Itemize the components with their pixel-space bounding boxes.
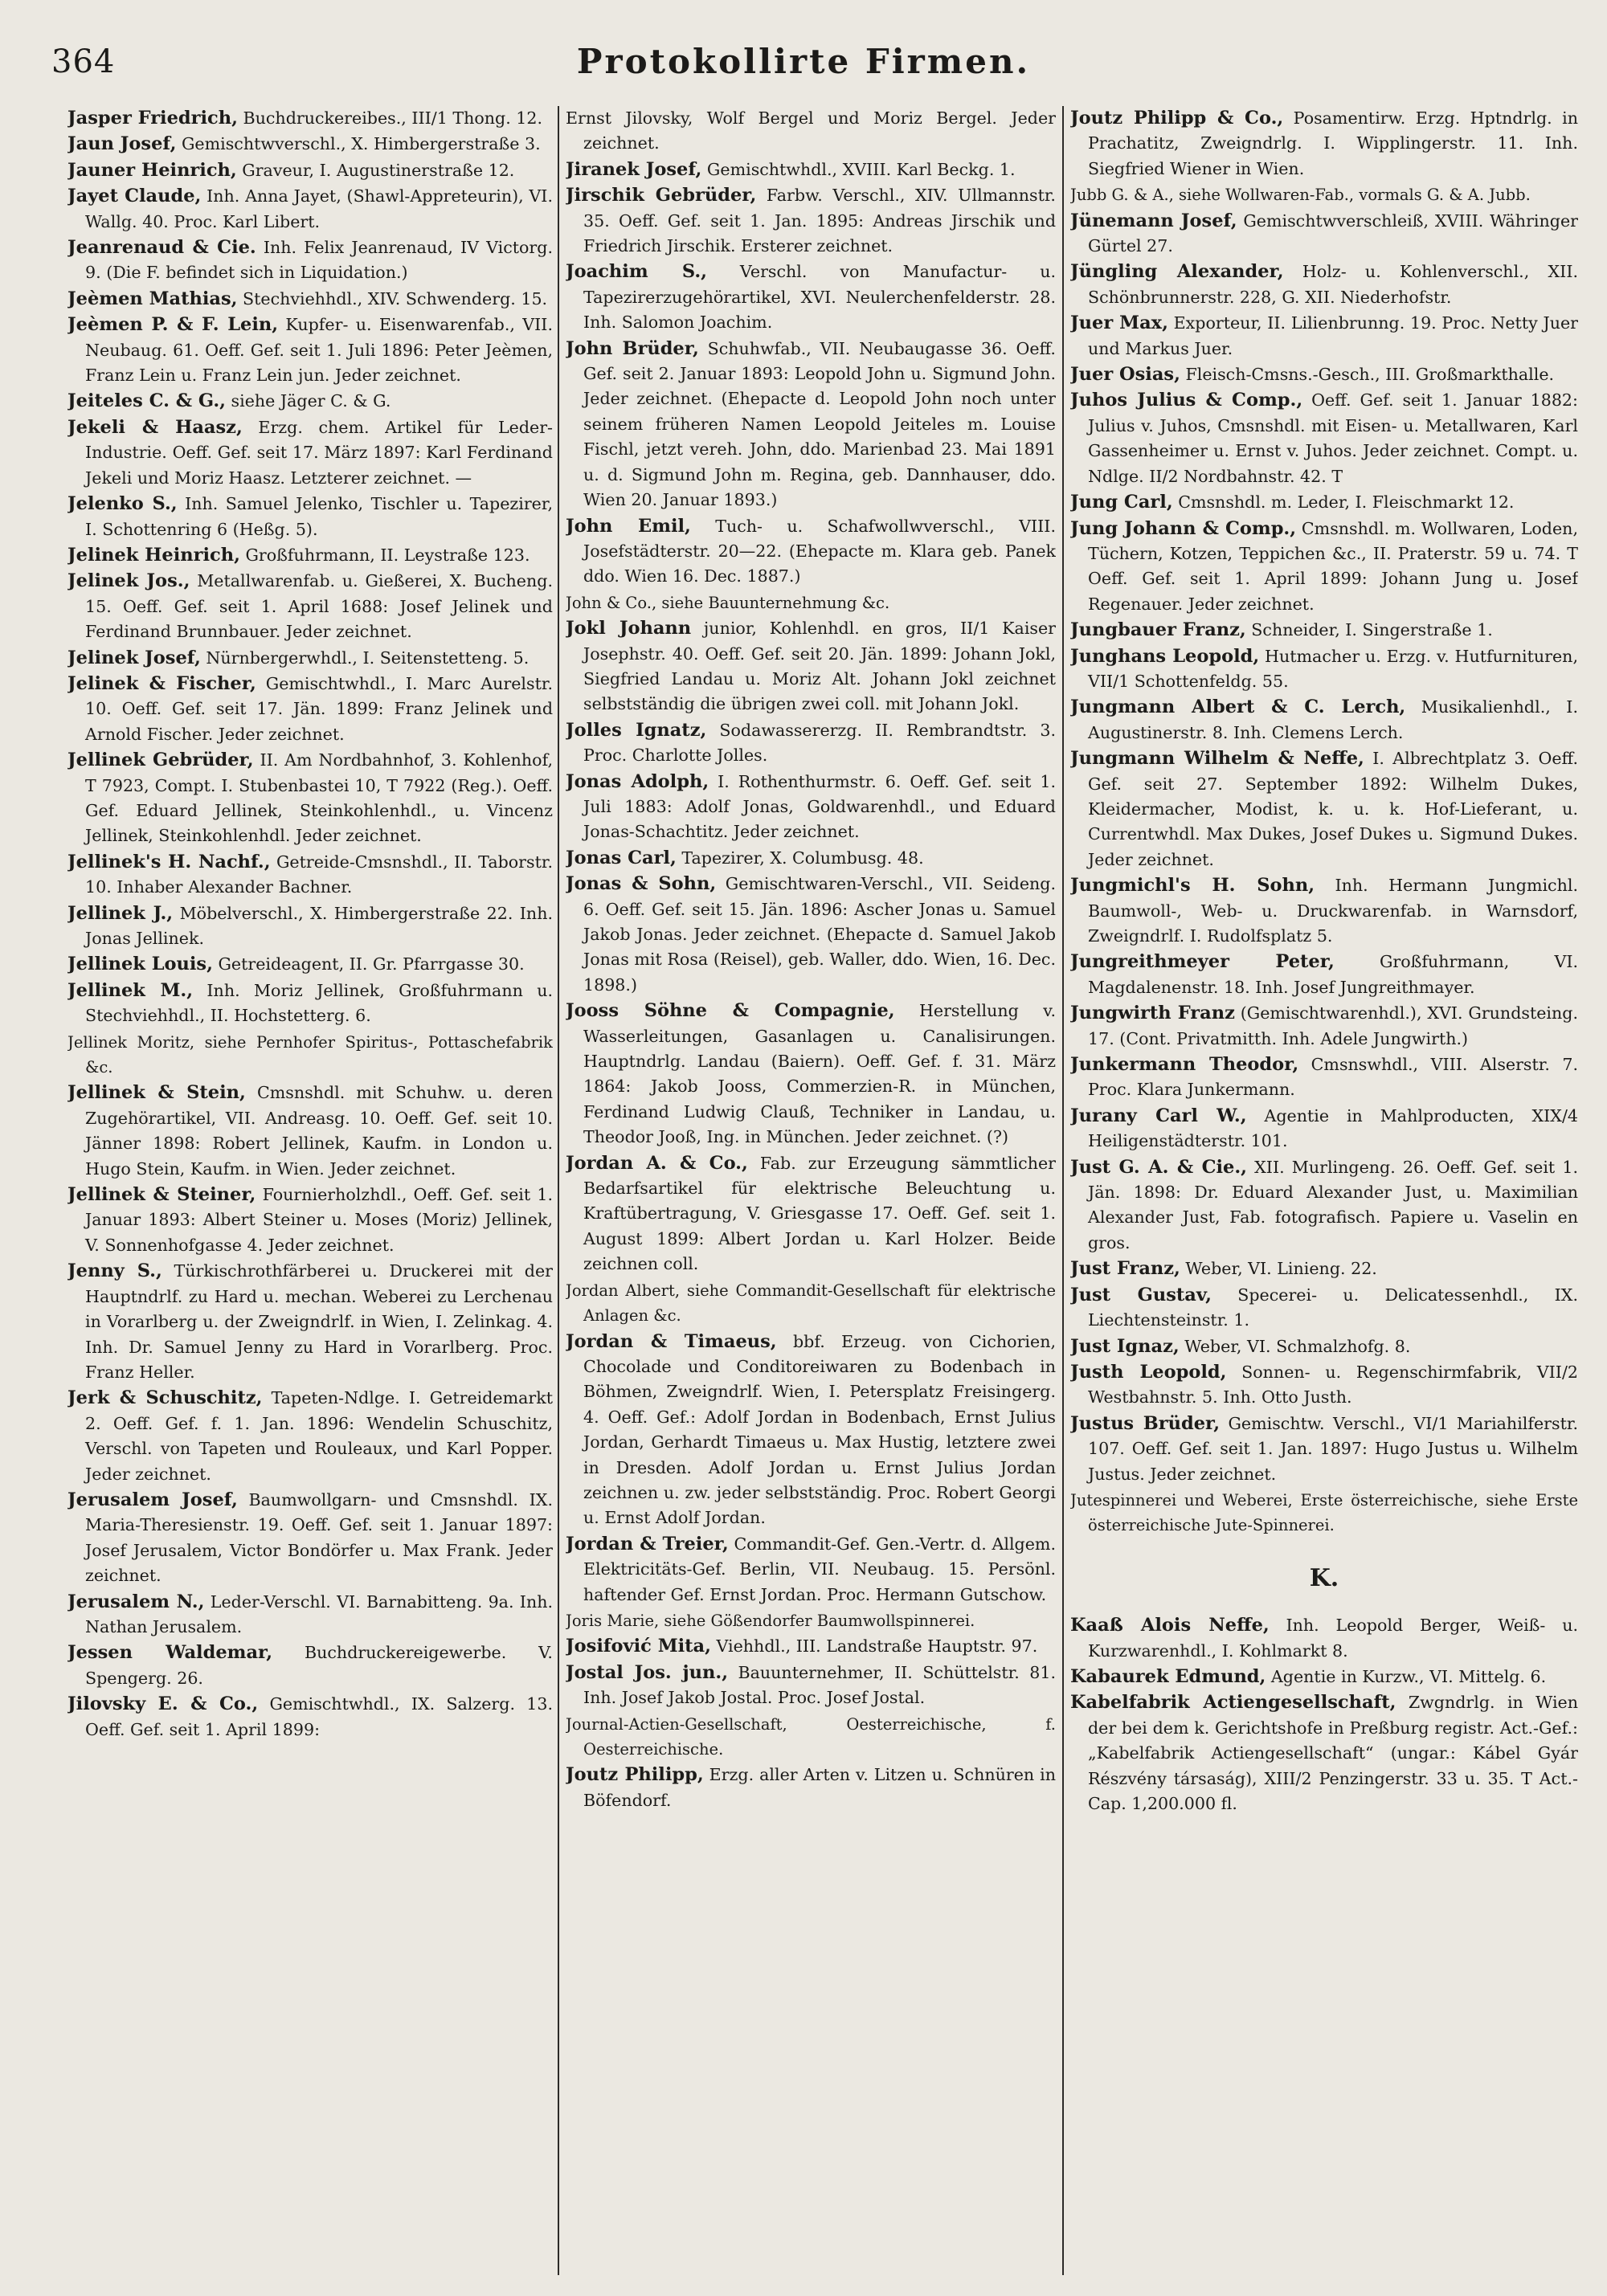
firm-details: Jordan Albert, siehe Commandit-Gesellschaft für elektrische Anlagen &c. xyxy=(566,1281,1056,1326)
firm-name: Jurany Carl W., xyxy=(1070,1105,1247,1126)
firm-entry xyxy=(67,646,553,671)
firm-details: Möbelverschl., X. Himbergerstraße 22. Inh. Jonas Jellinek. xyxy=(85,903,553,948)
firm-name: Jelinek Josef, xyxy=(67,647,201,668)
firm-details: Inh. Moriz Jellinek, Großfuhrmann u. Stechviehhdl., II. Hochstetterg. 6. xyxy=(85,980,553,1026)
firm-name: Kaaß Alois Neffe, xyxy=(1070,1615,1270,1636)
firm-details: Leder-Verschl. VI. Barnabitteng. 9a. Inh. Nathan Jerusalem. xyxy=(85,1591,553,1636)
firm-name: Jungmichl's H. Sohn, xyxy=(1070,875,1315,897)
firm-entry xyxy=(566,1634,1056,1659)
firm-entry xyxy=(566,1661,1056,1711)
firm-entry xyxy=(67,1692,553,1742)
firm-details: Agentie in Mahlproducten, XIX/4 Heiligenstädterstr. 101. xyxy=(1088,1105,1578,1151)
firm-name: Jellinek M., xyxy=(67,979,194,1001)
firm-details: Getreideagent, II. Gr. Pfarrgasse 30. xyxy=(212,954,525,974)
firm-name: Kabaurek Edmund, xyxy=(1070,1665,1266,1687)
firm-name: Just G. A. & Cie., xyxy=(1070,1156,1248,1178)
page-number: 364 xyxy=(51,43,116,80)
firm-entry xyxy=(1070,1283,1578,1334)
firm-name: Jessen Waldemar, xyxy=(67,1642,273,1664)
firm-details: Tapezirer, X. Columbusg. 48. xyxy=(676,848,924,868)
firm-details: Inh. Hermann Jungmichl. Baumwoll-, Web- u. Druckwarenfab. in Warnsdorf, Zweigndrlf. I. Rudolfsplatz 5. xyxy=(1088,876,1578,946)
firm-entry xyxy=(67,313,553,388)
firm-entry xyxy=(1070,873,1578,949)
firm-name: Jünemann Josef, xyxy=(1070,210,1237,231)
firm-name: Jelinek Jos., xyxy=(67,570,190,592)
firm-details: John & Co., siehe Bauunternehmung &c. xyxy=(566,593,890,612)
firm-name: Jordan & Timaeus, xyxy=(566,1330,777,1352)
firm-name: Just Gustav, xyxy=(1070,1284,1212,1305)
firm-entry xyxy=(67,978,553,1029)
firm-entry xyxy=(67,850,553,901)
firm-details: Buchdruckereigewerbe. V. Spengerg. 26. xyxy=(85,1643,553,1688)
firm-details: Herstellung v. Wasserleitungen, Gasanlagen u. Canalisirungen. Hauptndrlg. Landau (Baiern). Oeff. Gef. f. 31. März 1864: Jakob Jooss, Commerzien-R. in München, Ferdinand Ludwig Clauß, Techniker in Landau, u. Theodor Jooß, Ing. in München. Jeder zeichnet. (?) xyxy=(583,1001,1056,1147)
firm-details: Gemischtw. Verschl., VI/1 Mariahilferstr. 107. Oeff. Gef. seit 1. Jan. 1897: Hugo Justus u. Wilhelm Justus. Jeder zeichnet. xyxy=(1088,1413,1578,1484)
firm-name: Joutz Philipp, xyxy=(566,1764,704,1786)
firm-details: Gemischtwhdl., IX. Salzerg. 13. Oeff. Gef. seit 1. April 1899: xyxy=(85,1694,553,1739)
firm-entry xyxy=(566,1532,1056,1608)
firm-details: Holz- u. Kohlenverschl., XII. Schönbrunnerstr. 228, G. XII. Niederhofstr. xyxy=(1088,262,1578,307)
firm-entry xyxy=(1070,1104,1578,1154)
firm-entry xyxy=(67,287,553,312)
firm-entry xyxy=(1070,1052,1578,1103)
firm-entry xyxy=(67,1488,553,1589)
firm-details: Gemischtwaren-Verschl., VII. Seideng. 6. Oeff. Gef. seit 15. Jän. 1896: Ascher Jonas u. Samuel Jakob Jonas. Jeder zeichnet. (Ehepacte d. Samuel Jakob Jonas mit Rosa (Reisel), geb. Waller, ddo. Wien, 16. Dec. 1898.) xyxy=(583,874,1056,995)
firm-name: Jerk & Schuschitz, xyxy=(67,1387,263,1409)
firm-details: Exporteur, II. Lilienbrunng. 19. Proc. Netty Juer und Markus Juer. xyxy=(1088,313,1578,358)
firm-entry xyxy=(67,1590,553,1640)
firm-entry xyxy=(566,183,1056,259)
firm-entry xyxy=(566,718,1056,769)
firm-entry xyxy=(1070,1613,1578,1664)
firm-details: Jubb G. & A., siehe Wollwaren-Fab., vormals G. & A. Jubb. xyxy=(1070,186,1531,205)
firm-name: Jung Johann & Comp., xyxy=(1070,517,1297,539)
firm-entry xyxy=(67,235,553,286)
firm-entry xyxy=(1070,644,1578,695)
firm-entry xyxy=(67,1183,553,1258)
firm-name: Jeèmen P. & F. Lein, xyxy=(67,314,279,336)
firm-name: Just Franz, xyxy=(1070,1258,1180,1280)
firm-details: Erzg. chem. Artikel für Leder-Industrie. Oeff. Gef. seit 17. März 1897: Karl Ferdinand Jekeli und Moriz Haasz. Letzterer zeichnet. — xyxy=(85,417,553,488)
firm-details: Weber, VI. Schmalzhofg. 8. xyxy=(1179,1336,1411,1356)
firm-name: Jeèmen Mathias, xyxy=(67,288,238,309)
firm-details: Baumwollgarn- und Cmsnshdl. IX. Maria-Theresienstr. 19. Oeff. Gef. seit 1. Januar 1897: Josef Jerusalem, Victor Bondörfer u. Max Frank. Jeder zeichnet. xyxy=(85,1489,553,1586)
firm-entry xyxy=(566,770,1056,845)
firm-details: Ernst Jilovsky, Wolf Bergel und Moriz Bergel. Jeder zeichnet. xyxy=(566,108,1056,153)
firm-name: Jungreithmeyer Peter, xyxy=(1070,951,1335,973)
firm-name: Jerusalem Josef, xyxy=(67,1489,238,1510)
firm-name: Jekeli & Haasz, xyxy=(67,416,243,438)
firm-name: Jostal Jos. jun., xyxy=(566,1661,729,1683)
firm-details: Fab. zur Erzeugung sämmtlicher Bedarfsartikel für elektrische Beleuchtung u. Kraftübertragung, V. Griesgasse 17. Oeff. Gef. seit 1. August 1899: Albert Jordan u. Karl Holzer. Beide zeichnen coll. xyxy=(583,1153,1056,1274)
firm-entry xyxy=(566,106,1056,157)
firm-details: Farbw. Verschl., XIV. Ullmannstr. 35. Oeff. Gef. seit 1. Jan. 1895: Andreas Jirschik und Friedrich Jirschik. Ersterer zeichnet. xyxy=(583,186,1056,256)
firm-name: Jayet Claude, xyxy=(67,186,202,207)
firm-details: Oeff. Gef. seit 1. Januar 1882: Julius v. Juhos, Cmsnshdl. mit Eisen- u. Metallwaren, Karl Gassenheimer u. Ernst v. Juhos. Jeder zeichnet. Compt. u. Ndlge. II/2 Nordbahnstr. 42. T xyxy=(1088,390,1578,486)
firm-entry xyxy=(1070,1690,1578,1816)
firm-details: II. Am Nordbahnhof, 3. Kohlenhof, T 7923, Compt. I. Stubenbastei 10, T 7922 (Reg.). Oeff. Gef. Eduard Jellinek, Steinkohlenhdl., u. Vincenz Jellinek, Steinkohlenhdl. Jeder zeichnet. xyxy=(85,750,553,846)
firm-entry xyxy=(566,514,1056,590)
firm-entry xyxy=(67,132,553,157)
firm-details: Graveur, I. Augustinerstraße 12. xyxy=(236,160,515,180)
firm-name: Jellinek & Steiner, xyxy=(67,1184,256,1206)
firm-details: (Gemischtwarenhdl.), XVI. Grundsteing. 17. (Cont. Privatmitth. Inh. Adele Jungwirth.) xyxy=(1088,1003,1578,1048)
firm-entry xyxy=(566,846,1056,871)
firm-details: Metallwarenfab. u. Gießerei, X. Bucheng. 15. Oeff. Gef. seit 1. April 1688: Josef Jelinek und Ferdinand Brunnbauer. Jeder zeichnet. xyxy=(85,571,553,642)
firm-name: Junghans Leopold, xyxy=(1070,645,1260,667)
firm-name: Jeiteles C. & G., xyxy=(67,390,226,412)
page-header xyxy=(0,39,1607,95)
firm-details: Commandit-Gef. Gen.-Vertr. d. Allgem. Elektricitäts-Gef. Berlin, VII. Neubaug. 15. Persönl. haftender Gef. Ernst Jordan. Proc. Hermann Gutschow. xyxy=(583,1534,1056,1604)
firm-entry xyxy=(67,1386,553,1487)
firm-name: Juer Osias, xyxy=(1070,364,1180,386)
firm-name: Junkermann Theodor, xyxy=(1070,1054,1299,1076)
firm-entry xyxy=(67,106,553,131)
firm-entry xyxy=(566,1330,1056,1531)
firm-entry xyxy=(67,748,553,849)
firm-entry xyxy=(67,492,553,542)
firm-name: Jilovsky E. & Co., xyxy=(67,1693,259,1715)
firm-name: Jelenko S., xyxy=(67,493,178,515)
firm-details: Jutespinnerei und Weberei, Erste österreichische, siehe Erste österreichische Jute-Spinnerei. xyxy=(1070,1490,1578,1535)
firm-name: John Brüder, xyxy=(566,337,699,359)
firm-entry xyxy=(1070,259,1578,310)
firm-details: I. Albrechtplatz 3. Oeff. Gef. seit 27. September 1892: Wilhelm Dukes, Kleidermacher, Modist, k. u. k. Hof-Lieferant, u. Currentwhdl. Max Dukes, Josef Dukes u. Sigmund Dukes. Jeder zeichnet. xyxy=(1088,749,1578,869)
firm-details: Gemischtwhdl., I. Marc Aurelstr. 10. Oeff. Gef. seit 17. Jän. 1899: Franz Jelinek und Arnold Fischer. Jeder zeichnet. xyxy=(85,673,553,744)
firm-entry xyxy=(1070,490,1578,515)
firm-entry xyxy=(1070,746,1578,872)
firm-name: Juhos Julius & Comp., xyxy=(1070,390,1303,411)
firm-details: Fournierholzhdl., Oeff. Gef. seit 1. Januar 1893: Albert Steiner u. Moses (Moriz) Jellinek, V. Sonnenhofgasse 4. Jeder zeichnet. xyxy=(85,1185,553,1255)
firm-details: Journal-Actien-Gesellschaft, Oesterreichische, f. Oesterreichische. xyxy=(566,1714,1056,1759)
firm-entry xyxy=(1070,1665,1578,1689)
firm-name: Jerusalem N., xyxy=(67,1591,205,1612)
firm-details: Inh. Anna Jayet, (Shawl-Appreteurin), VI. Wallg. 40. Proc. Karl Libert. xyxy=(85,186,553,231)
cross-reference-entry xyxy=(566,1712,1056,1763)
firm-entry xyxy=(1070,362,1578,387)
firm-details: Musikalienhdl., I. Augustinerstr. 8. Inh. Clemens Lerch. xyxy=(1088,697,1578,742)
firm-details: Jellinek Moritz, siehe Pernhofer Spiritus-, Pottaschefabrik &c. xyxy=(67,1032,553,1077)
section-letter: K. xyxy=(1309,1563,1339,1592)
firm-details: Verschl. von Manufactur- u. Tapezirerzugehörartikel, XVI. Neulerchenfelderstr. 28. Inh. Salomon Joachim. xyxy=(583,262,1056,333)
column-rule xyxy=(1062,106,1064,2275)
cross-reference-entry xyxy=(1070,182,1578,207)
firm-entry xyxy=(67,952,553,977)
firm-name: Joachim S., xyxy=(566,261,707,283)
firm-entry xyxy=(67,901,553,952)
firm-name: Kabelfabrik Actiengesellschaft, xyxy=(1070,1692,1396,1714)
firm-entry xyxy=(1070,618,1578,643)
firm-name: Jasper Friedrich, xyxy=(67,108,238,129)
firm-entry xyxy=(566,259,1056,335)
firm-entry xyxy=(67,415,553,491)
firm-entry xyxy=(1070,1360,1578,1411)
firm-name: Jungmann Albert & C. Lerch, xyxy=(1070,697,1406,718)
firm-name: Jonas Carl, xyxy=(566,847,677,868)
firm-name: Jirschik Gebrüder, xyxy=(566,185,757,206)
firm-entry xyxy=(1070,388,1578,489)
firm-entry xyxy=(1070,1155,1578,1256)
firm-name: Jung Carl, xyxy=(1070,492,1173,513)
firm-entry xyxy=(67,1640,553,1691)
firm-name: Jokl Johann xyxy=(566,618,692,639)
firm-entry xyxy=(67,184,553,235)
firm-entry xyxy=(1070,1334,1578,1359)
firm-entry xyxy=(566,872,1056,998)
firm-name: Jelinek & Fischer, xyxy=(67,672,256,694)
firm-details: Schuhwfab., VII. Neubaugasse 36. Oeff. Gef. seit 2. Januar 1893: Leopold John u. Sigmund John. Jeder zeichnet. (Ehepacte d. Leopold John noch unter seinem früheren Namen Leopold Jeiteles m. Louise Fischl, jetzt vereh. John, ddo. Marienbad 23. Mai 1891 u. d. Sigmund John m. Regina, geb. Dannhauser, ddo. Wien 20. Januar 1893.) xyxy=(583,338,1056,510)
firm-details: Kupfer- u. Eisenwarenfab., VII. Neubaug. 61. Oeff. Gef. seit 1. Juli 1896: Peter Jeèmen, Franz Lein u. Franz Lein jun. Jeder zeichnet. xyxy=(85,315,553,386)
firm-entry xyxy=(67,543,553,568)
firm-entry xyxy=(67,389,553,414)
firm-name: Jolles Ignatz, xyxy=(566,719,707,741)
firm-details: Viehhdl., III. Landstraße Hauptstr. 97. xyxy=(710,1636,1038,1657)
directory-columns xyxy=(67,106,1578,2275)
firm-entry xyxy=(566,1763,1056,1813)
firm-details: Fleisch-Cmsns.-Gesch., III. Großmarkthalle. xyxy=(1180,365,1555,385)
firm-details: Getreide-Cmsnshdl., II. Taborstr. 10. Inhaber Alexander Bachner. xyxy=(85,852,553,897)
firm-name: Jonas Adolph, xyxy=(566,770,709,792)
firm-details: Sonnen- u. Regenschirmfabrik, VII/2 Westbahnstr. 5. Inh. Otto Justh. xyxy=(1088,1362,1578,1407)
firm-name: Josifović Mita, xyxy=(566,1636,711,1657)
firm-details: Cmsnshdl. m. Leder, I. Fleischmarkt 12. xyxy=(1172,492,1515,513)
firm-entry xyxy=(1070,695,1578,746)
firm-name: Joutz Philipp & Co., xyxy=(1070,108,1284,129)
firm-details: Cmsnshdl. m. Wollwaren, Loden, Tüchern, Kotzen, Teppichen &c., II. Praterstr. 59 u. 74. T Oeff. Gef. seit 1. April 1899: Johann Jung u. Josef Regenauer. Jeder zeichnet. xyxy=(1088,518,1578,614)
firm-details: Großfuhrmann, VI. Magdalenenstr. 18. Inh. Josef Jungreithmayer. xyxy=(1088,952,1578,997)
cross-reference-entry xyxy=(67,1030,553,1081)
firm-entry xyxy=(67,1081,553,1182)
firm-details: Joris Marie, siehe Gößendorfer Baumwollspinnerei. xyxy=(566,1611,975,1630)
firm-name: Jordan A. & Co., xyxy=(566,1152,748,1174)
firm-entry xyxy=(1070,950,1578,1000)
firm-details: Agentie in Kurzw., VI. Mittelg. 6. xyxy=(1266,1666,1547,1686)
firm-details: Inh. Felix Jeanrenaud, IV Victorg. 9. (Die F. befindet sich in Liquidation.) xyxy=(85,238,553,283)
firm-name: Jellinek & Stein, xyxy=(67,1082,246,1104)
firm-details: Gemischtwverschleiß, XVIII. Währinger Gürtel 27. xyxy=(1088,210,1578,256)
firm-details: Weber, VI. Linieng. 22. xyxy=(1180,1259,1377,1279)
firm-name: Jellinek Louis, xyxy=(67,954,213,975)
cross-reference-entry xyxy=(566,1278,1056,1329)
firm-details: Cmsnshdl. mit Schuhw. u. deren Zugehörartikel, VII. Andreasg. 10. Oeff. Gef. seit 10. Jänner 1898: Robert Jellinek, Kaufm. in London u. Hugo Stein, Kaufm. in Wien. Jeder zeichnet. xyxy=(85,1083,553,1179)
firm-name: Jeanrenaud & Cie. xyxy=(67,237,256,259)
firm-name: Just Ignaz, xyxy=(1070,1335,1180,1357)
firm-details: Tuch- u. Schafwollwverschl., VIII. Josefstädterstr. 20—22. (Ehepacte m. Klara geb. Panek ddo. Wien 16. Dec. 1887.) xyxy=(583,516,1056,586)
cross-reference-entry xyxy=(566,590,1056,615)
firm-entry xyxy=(1070,517,1578,618)
firm-name: Justh Leopold, xyxy=(1070,1361,1227,1383)
firm-entry xyxy=(1070,1001,1578,1052)
firm-name: Jungbauer Franz, xyxy=(1070,619,1246,641)
firm-name: Jonas & Sohn, xyxy=(566,873,717,895)
firm-entry xyxy=(1070,1256,1578,1281)
firm-entry xyxy=(1070,106,1578,182)
firm-entry xyxy=(1070,311,1578,362)
firm-entry xyxy=(67,672,553,747)
firm-entry xyxy=(67,1259,553,1385)
firm-details: Specerei- u. Delicatessenhdl., IX. Liechtensteinstr. 1. xyxy=(1088,1285,1578,1330)
firm-entry xyxy=(566,616,1056,717)
firm-details: Stechviehhdl., XIV. Schwenderg. 15. xyxy=(237,288,548,308)
firm-name: Jordan & Treier, xyxy=(566,1533,729,1554)
firm-details: Buchdruckereibes., III/1 Thong. 12. xyxy=(237,108,543,128)
firm-name: Jooss Söhne & Compagnie, xyxy=(566,1000,895,1022)
firm-details: I. Rothenthurmstr. 6. Oeff. Gef. seit 1. Juli 1883: Adolf Jonas, Goldwarenhdl., und Eduard Jonas-Schachtitz. Jeder zeichnet. xyxy=(583,771,1056,842)
firm-name: Jellinek Gebrüder, xyxy=(67,750,254,771)
firm-entry xyxy=(1070,209,1578,259)
cross-reference-entry xyxy=(566,1608,1056,1633)
firm-entry xyxy=(1070,1412,1578,1487)
firm-details: Gemischtwverschl., X. Himbergerstraße 3. xyxy=(176,134,541,154)
column-3 xyxy=(1070,106,1578,2275)
firm-details: Großfuhrmann, II. Leystraße 123. xyxy=(239,545,530,565)
firm-details: XII. Murlingeng. 26. Oeff. Gef. seit 1. Jän. 1898: Dr. Eduard Alexander Just, u. Maximilian Alexander Just, Fab. fotografisch. Papiere u. Vaselin en gros. xyxy=(1088,1157,1578,1252)
firm-details: Schneider, I. Singerstraße 1. xyxy=(1245,620,1493,640)
firm-details: Zwgndrlg. in Wien der bei dem k. Gerichtshofe in Preßburg registr. Act.-Gef.: „Kabelfabrik Actiengesellschaft“ (ungar.: Kábel Gyár Részvény társaság), XIII/2 Penzingerstr. 33 u. 35. T Act.-Cap. 1,200.000 fl. xyxy=(1088,1693,1578,1813)
firm-details: Sodawassererzg. II. Rembrandtstr. 3. Proc. Charlotte Jolles. xyxy=(583,720,1056,766)
firm-name: Jenny S., xyxy=(67,1260,162,1282)
firm-name: Jelinek Heinrich, xyxy=(67,544,240,566)
running-title: Protokollirte Firmen. xyxy=(576,42,1031,81)
firm-entry xyxy=(67,158,553,183)
firm-name: Jaun Josef, xyxy=(67,133,177,155)
firm-details: Gemischtwhdl., XVIII. Karl Beckg. 1. xyxy=(701,159,1016,179)
firm-name: Jungmann Wilhelm & Neffe, xyxy=(1070,748,1364,770)
firm-entry xyxy=(566,999,1056,1150)
firm-name: Jungwirth Franz xyxy=(1070,1003,1235,1024)
firm-details: siehe Jäger C. & G. xyxy=(226,391,391,411)
firm-name: Justus Brüder, xyxy=(1070,1412,1221,1434)
firm-name: Jellinek's H. Nachf., xyxy=(67,851,271,872)
firm-details: Erzg. aller Arten v. Litzen u. Schnüren in Böfendorf. xyxy=(583,1765,1056,1810)
firm-details: Hutmacher u. Erzg. v. Hutfurnituren, VII/1 Schottenfeldg. 55. xyxy=(1088,646,1578,691)
firm-details: Cmsnswhdl., VIII. Alserstr. 7. Proc. Klara Junkermann. xyxy=(1088,1055,1578,1100)
column-2 xyxy=(566,106,1056,2275)
firm-entry xyxy=(566,1151,1056,1277)
firm-details: junior, Kohlenhdl. en gros, II/1 Kaiser Josephstr. 40. Oeff. Gef. seit 20. Jän. 1899: Johann Jokl, Siegfried Landau u. Moriz Alt. Johann Jokl zeichnet selbstständig die übrigen zwei coll. mit Johann Jokl. xyxy=(583,619,1056,714)
firm-details: Tapeten-Ndlge. I. Getreidemarkt 2. Oeff. Gef. f. 1. Jan. 1896: Wendelin Schuschitz, Verschl. von Tapeten und Rouleaux, und Karl Popper. Jeder zeichnet. xyxy=(85,1388,553,1484)
firm-entry xyxy=(67,569,553,644)
firm-details: Inh. Leopold Berger, Weiß- u. Kurzwarenhdl., I. Kohlmarkt 8. xyxy=(1088,1616,1578,1661)
firm-details: Bauunternehmer, II. Schüttelstr. 81. Inh. Josef Jakob Jostal. Proc. Josef Jostal. xyxy=(583,1662,1056,1708)
firm-entry xyxy=(566,157,1056,182)
firm-entry xyxy=(566,337,1056,513)
firm-details: Nürnbergerwhdl., I. Seitenstetteng. 5. xyxy=(200,648,530,668)
firm-name: Jiranek Josef, xyxy=(566,158,702,180)
firm-details: Inh. Samuel Jelenko, Tischler u. Tapezirer, I. Schottenring 6 (Heßg. 5). xyxy=(85,494,553,539)
firm-name: Jüngling Alexander, xyxy=(1070,261,1284,283)
firm-details: bbf. Erzeug. von Cichorien, Chocolade und Conditoreiwaren zu Bodenbach in Böhmen, Zweigndrlf. Wien, I. Petersplatz Freisingerg. 4. Oeff. Gef.: Adolf Jordan in Bodenbach, Ernst Julius Jordan, Gerhardt Timaeus u. Max Hustig, letztere zwei in Dresden. Adolf Jordan u. Ernst Julius Jordan zeichnen u. zw. jeder selbstständig. Proc. Robert Georgi u. Ernst Adolf Jordan. xyxy=(583,1331,1056,1528)
firm-name: Jellinek J., xyxy=(67,902,174,924)
firm-details: Türkischrothfärberei u. Druckerei mit der Hauptndrlf. zu Hard u. mechan. Weberei zu Lerchenau in Vorarlberg u. der Zweigndrlf. in Wien, I. Zelinkag. 4. Inh. Dr. Samuel Jenny zu Hard in Vorarlberg. Proc. Franz Heller. xyxy=(85,1261,553,1382)
firm-name: Jauner Heinrich, xyxy=(67,159,237,181)
firm-name: Juer Max, xyxy=(1070,313,1168,334)
cross-reference-entry xyxy=(1070,1488,1578,1538)
firm-name: John Emil, xyxy=(566,515,691,537)
column-1 xyxy=(67,106,553,2275)
firm-details: Posamentirw. Erzg. Hptndrlg. in Prachatitz, Zweigndrlg. I. Wipplingerstr. 11. Inh. Siegfried Wiener in Wien. xyxy=(1088,108,1578,178)
column-rule xyxy=(558,106,559,2275)
